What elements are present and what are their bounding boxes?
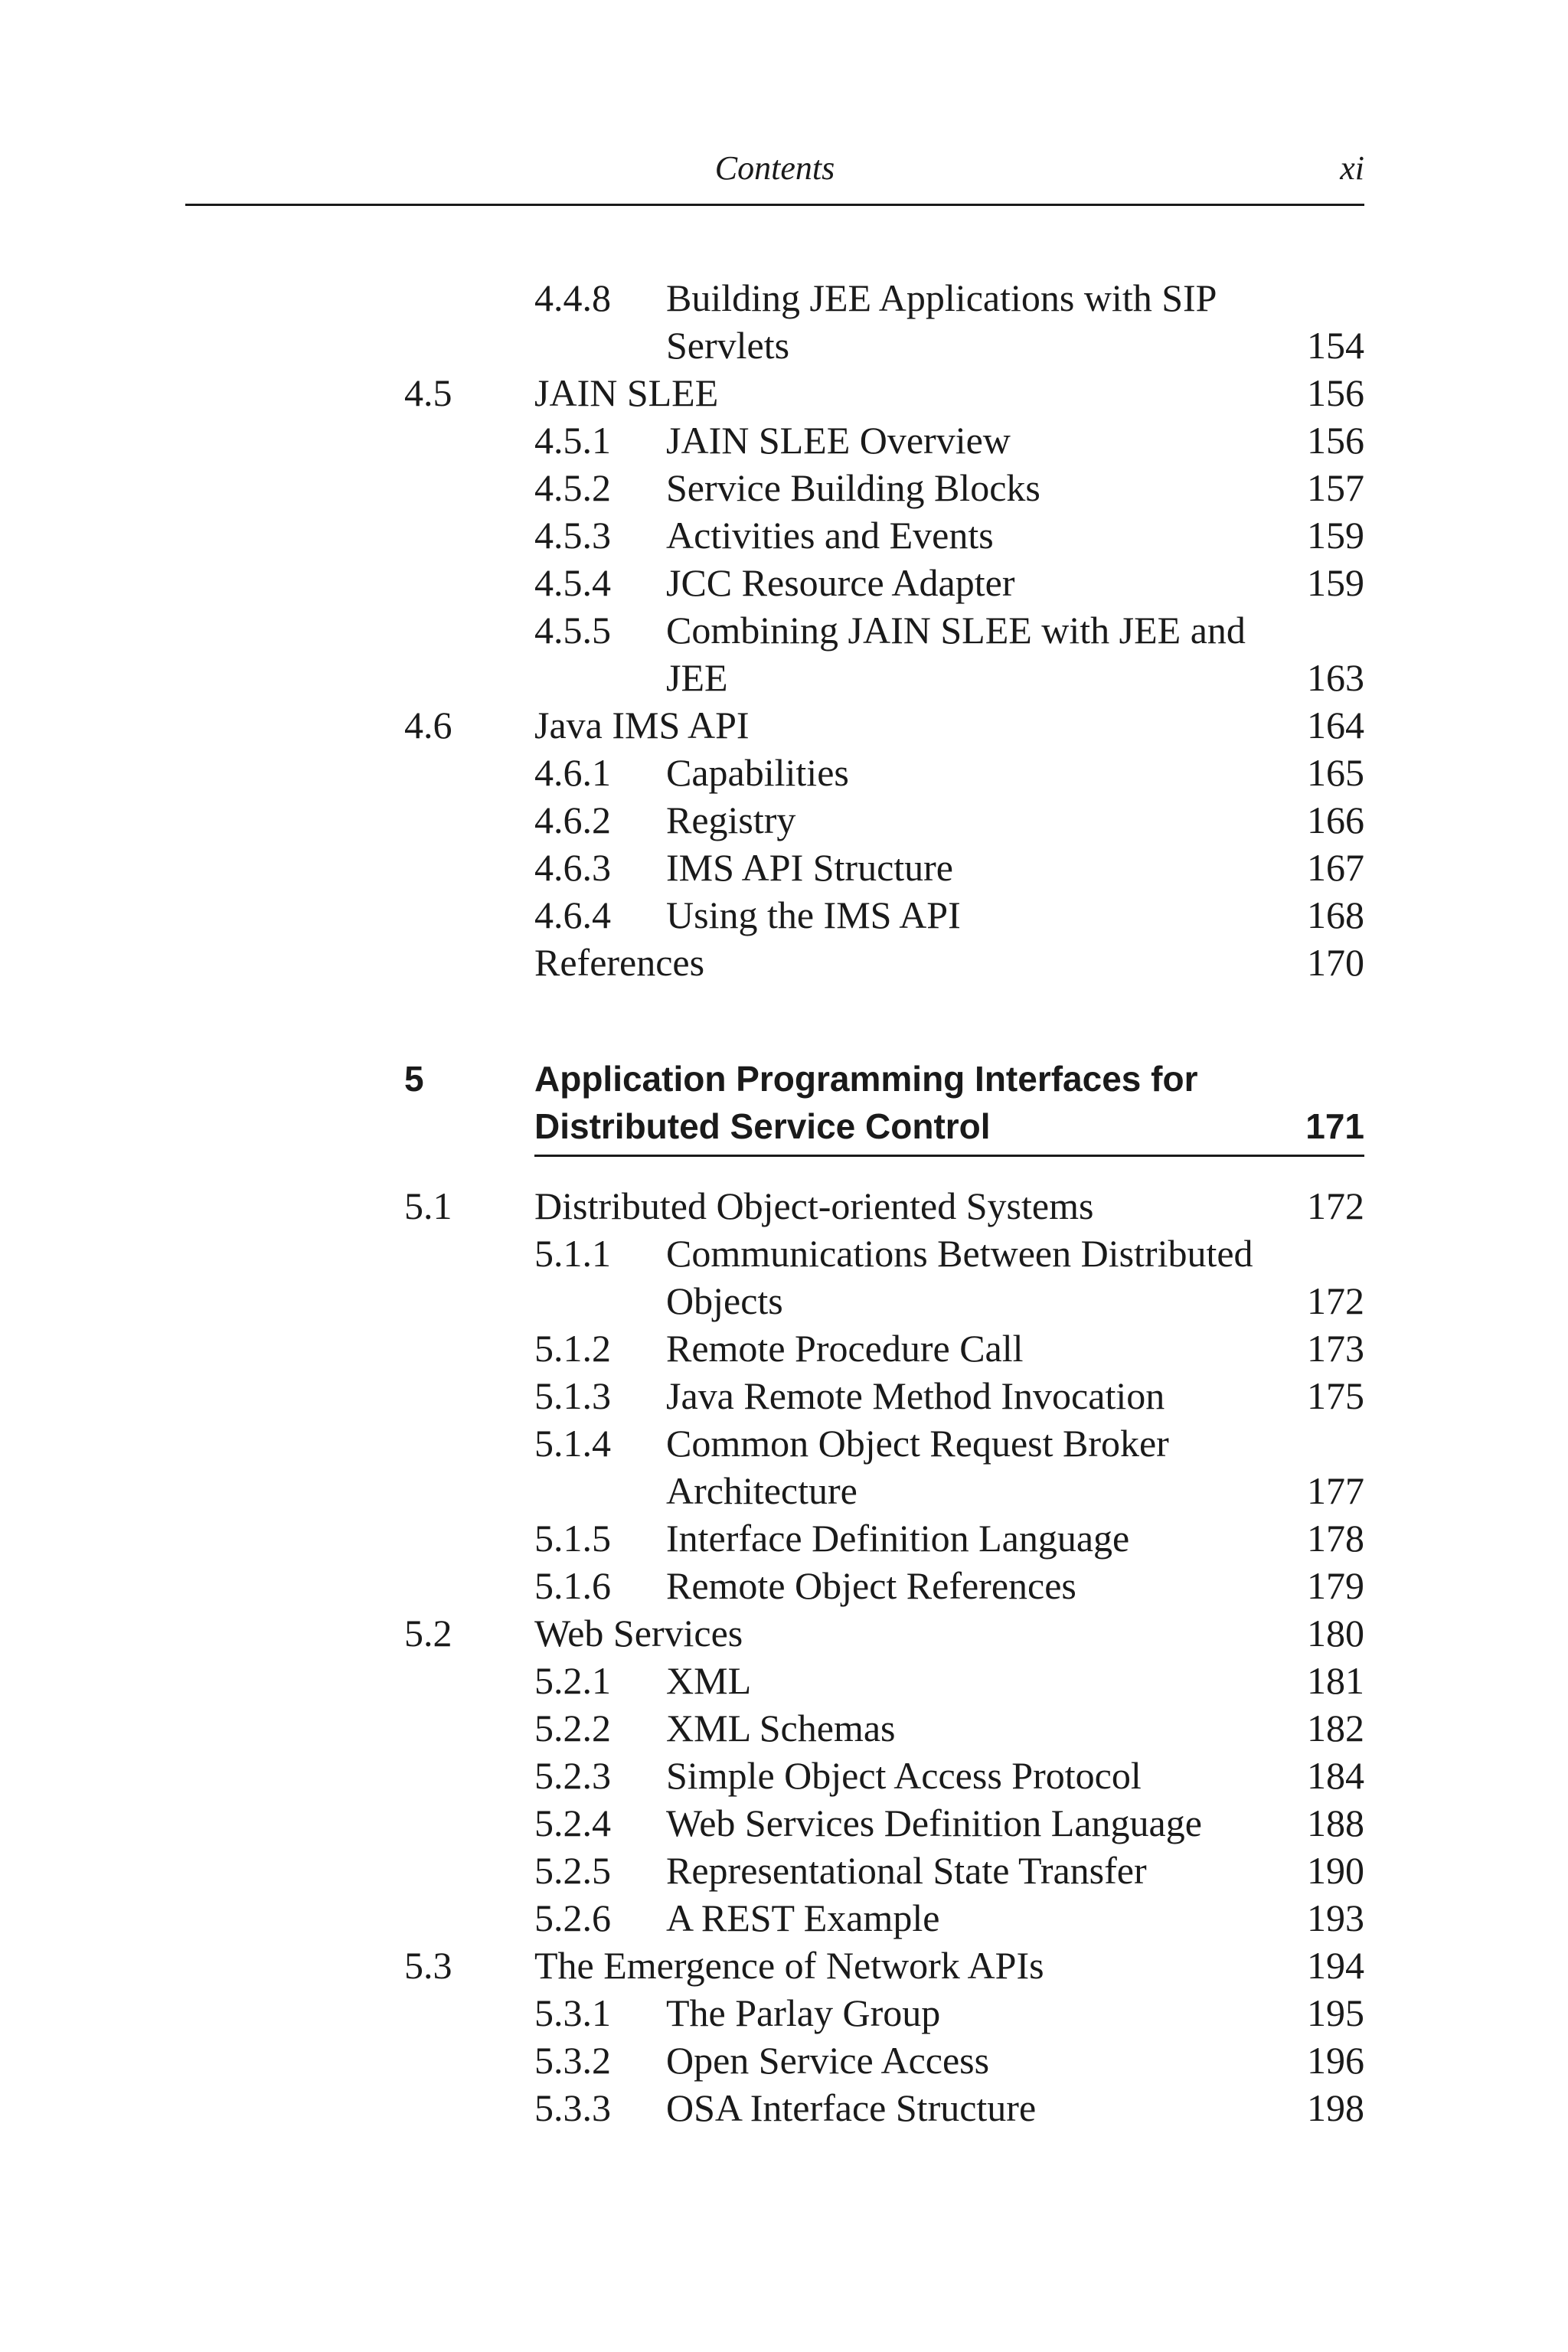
toc-entry-number: 4.6.4: [534, 893, 611, 936]
toc-entry-page: 168: [1307, 893, 1364, 936]
toc-entry-number: 5.2.5: [534, 1849, 611, 1892]
toc-entry-title: Using the IMS API: [666, 893, 961, 936]
toc-entry: [0, 606, 1568, 654]
toc-entry-page: 159: [1307, 514, 1364, 557]
toc-entry-page: 175: [1307, 1374, 1364, 1417]
toc-entry-number: 5.2.4: [534, 1802, 611, 1844]
toc-entry-page: 188: [1307, 1802, 1364, 1844]
toc-entry-title: IMS API Structure: [666, 846, 953, 889]
toc-entry: [0, 844, 1568, 891]
toc-entry-title: Representational State Transfer: [666, 1849, 1147, 1892]
toc-entry-page: 180: [1307, 1612, 1364, 1655]
toc-entry-title: A REST Example: [666, 1896, 940, 1939]
toc-entry-page: 156: [1307, 419, 1364, 462]
toc-entry-number: 5.1.6: [534, 1564, 611, 1607]
toc-entry: [0, 1989, 1568, 2037]
toc-entry: [0, 559, 1568, 606]
toc-entry-number: 5.2.2: [534, 1707, 611, 1749]
toc-entry-number: 5.3: [404, 1944, 452, 1987]
toc-entry-page: 164: [1307, 704, 1364, 746]
toc-entry-title: Combining JAIN SLEE with JEE and: [666, 609, 1246, 652]
toc-entry: [0, 1609, 1568, 1657]
toc-entry: [0, 274, 1568, 322]
toc-entry-title: Java Remote Method Invocation: [666, 1374, 1165, 1417]
toc-entry-page: 172: [1307, 1184, 1364, 1227]
toc-entry-number: 5.2.3: [534, 1754, 611, 1797]
toc-entry-page: 178: [1307, 1517, 1364, 1560]
toc-entry: [0, 1704, 1568, 1752]
toc-entry: [0, 1182, 1568, 1230]
running-head-title: Contents: [714, 149, 835, 187]
toc-entry-page: 172: [1307, 1279, 1364, 1322]
toc-entry: [0, 939, 1568, 986]
toc-entry: [0, 369, 1568, 416]
toc-entry: [0, 1230, 1568, 1277]
toc-entry-number: 4.4.8: [534, 276, 611, 319]
toc-entry-page: 163: [1307, 656, 1364, 699]
toc-entry: [0, 511, 1568, 559]
toc-entry-number: 4.5.1: [534, 419, 611, 462]
toc-entry-number: 4.5.5: [534, 609, 611, 652]
toc-entry-title: Activities and Events: [666, 514, 994, 557]
toc-entry-title: Registry: [666, 799, 796, 841]
toc-entry-page: 166: [1307, 799, 1364, 841]
toc-entry: [0, 749, 1568, 796]
toc-entry-title: Simple Object Access Protocol: [666, 1754, 1142, 1797]
toc-entry-title: Architecture: [666, 1469, 858, 1512]
toc-entry-page: 157: [1307, 466, 1364, 509]
toc-entry-number: 4.5.2: [534, 466, 611, 509]
toc-entry-title: Remote Object References: [666, 1564, 1076, 1607]
toc-entry-page: 170: [1307, 941, 1364, 984]
chapter-title-line-1: Application Programming Interfaces for: [534, 1059, 1198, 1099]
toc-entry: [0, 464, 1568, 511]
toc-entry-page: 184: [1307, 1754, 1364, 1797]
toc-entry-number: 5.3.2: [534, 2039, 611, 2082]
toc-entry: [0, 1467, 1568, 1514]
toc-entry-title: Web Services Definition Language: [666, 1802, 1202, 1844]
toc-entry-title: Remote Procedure Call: [666, 1327, 1024, 1370]
toc-entry-title: JCC Resource Adapter: [666, 561, 1015, 604]
toc-entry-title: JAIN SLEE: [534, 371, 719, 414]
toc-entry-number: 5.3.1: [534, 1991, 611, 2034]
toc-entry-title: Web Services: [534, 1612, 743, 1655]
toc-entry-number: 4.5.4: [534, 561, 611, 604]
toc-entry: [0, 1847, 1568, 1894]
toc-entry-number: 5.2.6: [534, 1896, 611, 1939]
toc-entry: [0, 701, 1568, 749]
toc-entry-page: 165: [1307, 751, 1364, 794]
toc-entry-number: 5.1.4: [534, 1422, 611, 1465]
toc-entry: [0, 1562, 1568, 1609]
page-number: xi: [1340, 149, 1364, 187]
toc-entry-title: Distributed Object-oriented Systems: [534, 1184, 1094, 1227]
toc-entry: [0, 654, 1568, 701]
toc-entry: [0, 1752, 1568, 1799]
toc-entry-page: 194: [1307, 1944, 1364, 1987]
toc-entry-title: Common Object Request Broker: [666, 1422, 1169, 1465]
chapter-rule: [534, 1155, 1364, 1157]
toc-entry-page: 154: [1307, 324, 1364, 367]
toc-entry-number: 4.6: [404, 704, 452, 746]
toc-entry: [0, 2037, 1568, 2084]
toc-entry-title: The Emergence of Network APIs: [534, 1944, 1044, 1987]
toc-entry-title: Java IMS API: [534, 704, 750, 746]
toc-entry: [0, 1799, 1568, 1847]
toc-entry-number: 5.1: [404, 1184, 452, 1227]
toc-entry-number: 4.6.2: [534, 799, 611, 841]
toc-entry-page: 198: [1307, 2086, 1364, 2129]
toc-entry: [0, 1325, 1568, 1372]
toc-entry-number: 5.2: [404, 1612, 452, 1655]
toc-entry-title: Servlets: [666, 324, 790, 367]
toc-entry-page: 196: [1307, 2039, 1364, 2082]
toc-entry: [0, 891, 1568, 939]
toc-entry-title: Communications Between Distributed: [666, 1232, 1253, 1275]
toc-entry-title: Building JEE Applications with SIP: [666, 276, 1217, 319]
toc-entry-page: 173: [1307, 1327, 1364, 1370]
toc-entry: [0, 322, 1568, 369]
toc-entry-page: 159: [1307, 561, 1364, 604]
toc-entry-number: 5.3.3: [534, 2086, 611, 2129]
toc-entry-page: 190: [1307, 1849, 1364, 1892]
toc-entry-title: XML: [666, 1659, 752, 1702]
toc-entry-page: 193: [1307, 1896, 1364, 1939]
toc-entry: [0, 1894, 1568, 1942]
toc-entry-title: JAIN SLEE Overview: [666, 419, 1011, 462]
toc-entry-page: 179: [1307, 1564, 1364, 1607]
chapter-number: 5: [404, 1059, 424, 1099]
toc-entry: [0, 1657, 1568, 1704]
toc-entry-number: 4.6.1: [534, 751, 611, 794]
toc-entry-page: 181: [1307, 1659, 1364, 1702]
toc-entry-title: OSA Interface Structure: [666, 2086, 1037, 2129]
toc-entry-page: 177: [1307, 1469, 1364, 1512]
toc-entry-page: 167: [1307, 846, 1364, 889]
toc-entry: [0, 1277, 1568, 1325]
toc-entry-title: Objects: [666, 1279, 783, 1322]
toc-entry-number: 5.1.1: [534, 1232, 611, 1275]
toc-entry-title: Capabilities: [666, 751, 849, 794]
toc-entry-number: 5.2.1: [534, 1659, 611, 1702]
toc-entry-title: Interface Definition Language: [666, 1517, 1130, 1560]
toc-entry-title: References: [534, 941, 705, 984]
toc-entry-number: 4.5: [404, 371, 452, 414]
toc-entry: [0, 2084, 1568, 2132]
toc-entry-page: 182: [1307, 1707, 1364, 1749]
toc-entry-title: Service Building Blocks: [666, 466, 1040, 509]
toc-entry-title: XML Schemas: [666, 1707, 896, 1749]
toc-entry: [0, 796, 1568, 844]
toc-entry: [0, 416, 1568, 464]
chapter-page: 171: [1305, 1106, 1364, 1146]
toc-entry-number: 4.6.3: [534, 846, 611, 889]
toc-entry: [0, 1419, 1568, 1467]
toc-entry-page: 156: [1307, 371, 1364, 414]
toc-entry: [0, 1942, 1568, 1989]
chapter-title-line-2: Distributed Service Control: [534, 1106, 991, 1146]
toc-entry-title: Open Service Access: [666, 2039, 990, 2082]
toc-entry-title: JEE: [666, 656, 728, 699]
toc-entry-page: 195: [1307, 1991, 1364, 2034]
toc-entry-number: 5.1.5: [534, 1517, 611, 1560]
toc-entry: [0, 1372, 1568, 1419]
toc-entry-number: 5.1.3: [534, 1374, 611, 1417]
toc-entry-number: 5.1.2: [534, 1327, 611, 1370]
toc-entry-number: 4.5.3: [534, 514, 611, 557]
toc-entry-title: The Parlay Group: [666, 1991, 941, 2034]
toc-entry: [0, 1514, 1568, 1562]
